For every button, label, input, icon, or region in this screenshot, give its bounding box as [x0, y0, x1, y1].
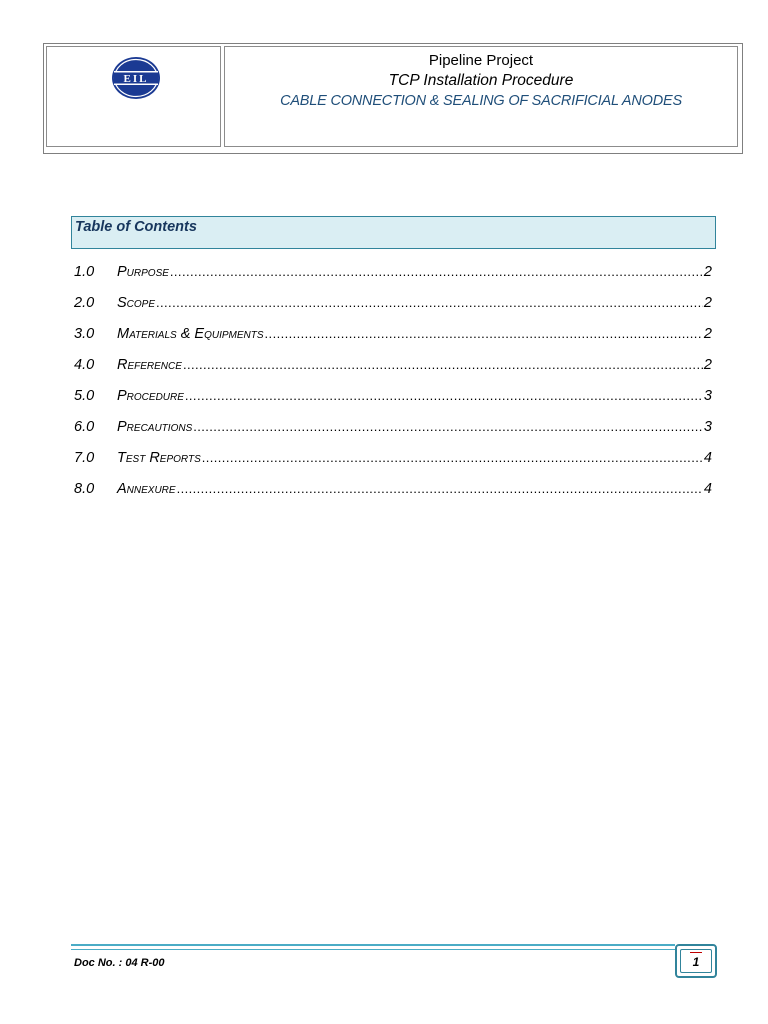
procedure-title: TCP Installation Procedure: [388, 72, 574, 89]
toc-leader-dots: [170, 264, 703, 279]
page-number: 1: [692, 955, 700, 969]
toc-entry-label: Materials & Equipments: [117, 325, 264, 342]
eil-logo-icon: [111, 56, 161, 100]
toc-entry-page: 4: [703, 449, 712, 466]
toc-entry-page: 3: [703, 418, 712, 435]
toc-entry-purpose[interactable]: [74, 256, 712, 287]
footer-rule-thin: [71, 949, 675, 950]
toc-list: [74, 256, 712, 504]
toc-entry-reference[interactable]: [74, 349, 712, 380]
toc-leader-dots: [185, 388, 703, 403]
toc-entry-label: Reference: [117, 356, 182, 373]
title-cell: [224, 46, 738, 147]
toc-entry-label: Precautions: [117, 418, 193, 435]
toc-entry-number: 3.0: [74, 325, 95, 342]
toc-title: Table of Contents: [75, 219, 197, 235]
toc-entry-number: 1.0: [74, 263, 95, 280]
project-title: Pipeline Project: [428, 52, 534, 69]
logo-text: EIL: [123, 73, 149, 85]
toc-entry-number: 5.0: [74, 387, 95, 404]
toc-entry-number: 8.0: [74, 480, 95, 497]
toc-leader-dots: [177, 481, 703, 496]
doc-number: Doc No. : 04 R-00: [74, 957, 165, 969]
toc-entry-number: 7.0: [74, 449, 95, 466]
page-number-box: [675, 944, 717, 978]
toc-entry-page: 2: [703, 294, 712, 311]
footer-rule: [71, 944, 675, 946]
toc-entry-page: 2: [703, 263, 712, 280]
toc-entry-number: 4.0: [74, 356, 95, 373]
toc-entry-page: 3: [703, 387, 712, 404]
toc-leader-dots: [265, 326, 703, 341]
toc-entry-label: Annexure: [117, 480, 176, 497]
logo-cell: [46, 46, 221, 147]
toc-leader-dots: [193, 419, 703, 434]
toc-entry-page: 4: [703, 480, 712, 497]
toc-entry-number: 6.0: [74, 418, 95, 435]
toc-entry-label: Test Reports: [117, 449, 201, 466]
toc-entry-test-reports[interactable]: [74, 442, 712, 473]
toc-entry-materials[interactable]: [74, 318, 712, 349]
document-header: [43, 43, 743, 154]
toc-leader-dots: [183, 357, 703, 372]
toc-leader-dots: [156, 295, 703, 310]
toc-entry-label: Purpose: [117, 263, 169, 280]
toc-entry-number: 2.0: [74, 294, 95, 311]
toc-leader-dots: [202, 450, 703, 465]
toc-entry-annexure[interactable]: [74, 473, 712, 504]
toc-entry-precautions[interactable]: [74, 411, 712, 442]
toc-entry-procedure[interactable]: [74, 380, 712, 411]
section-title: CABLE CONNECTION & SEALING OF SACRIFICIAL ANODES: [280, 93, 682, 109]
toc-entry-page: 2: [703, 325, 712, 342]
toc-entry-label: Procedure: [117, 387, 184, 404]
toc-entry-scope[interactable]: [74, 287, 712, 318]
toc-header: [71, 216, 716, 249]
toc-entry-label: Scope: [117, 294, 156, 311]
page-number-mark: [690, 952, 702, 953]
toc-entry-page: 2: [703, 356, 712, 373]
